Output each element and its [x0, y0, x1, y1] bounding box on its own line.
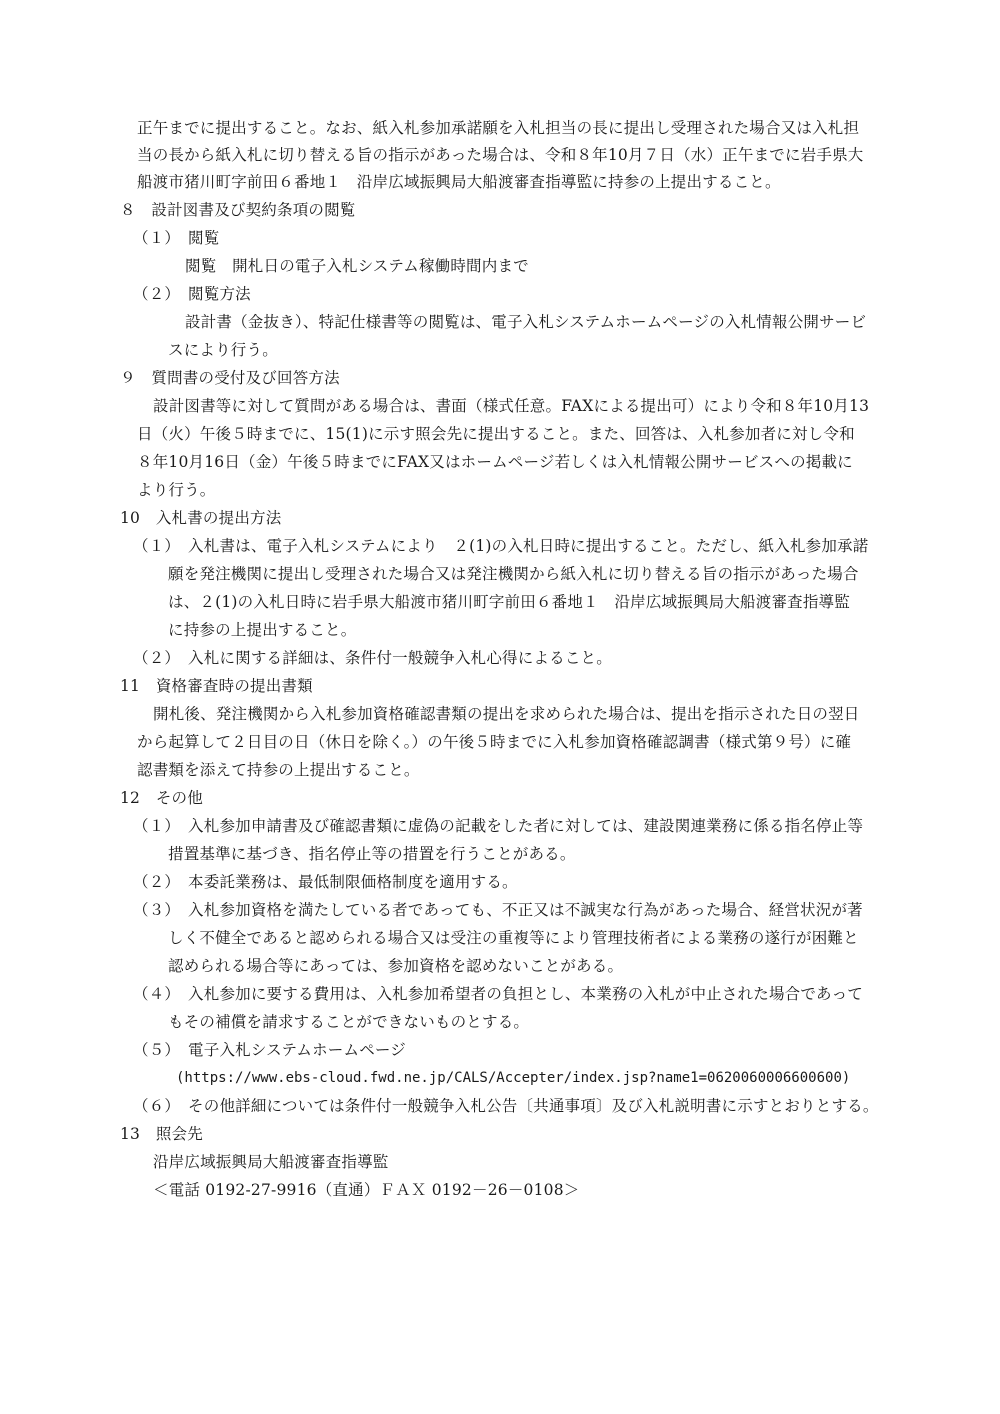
text-line: （６） その他詳細については条件付一般競争入札公告〔共通事項〕及び入札説明書に示すとおりとする。: [133, 1097, 879, 1115]
section-heading: 12 その他: [120, 789, 203, 807]
text-line: より行う。: [137, 481, 216, 499]
text-line: （４） 入札参加に要する費用は、入札参加希望者の負担とし、本業務の入札が中止された場合であって: [133, 985, 863, 1003]
text-line: は、２(1)の入札日時に岩手県大船渡市猪川町字前田６番地１ 沿岸広域振興局大船渡審査指導監: [168, 593, 850, 611]
text-line: 認められる場合等にあっては、参加資格を認めないことがある。: [168, 957, 624, 975]
text-line: 願を発注機関に提出し受理された場合又は発注機関から紙入札に切り替える旨の指示があった場合: [168, 565, 859, 583]
text-line: 措置基準に基づき、指名停止等の措置を行うことがある。: [168, 845, 576, 863]
text-line: 当の長から紙入札に切り替える旨の指示があった場合は、令和８年10月７日（水）正午までに岩手県大: [137, 146, 864, 164]
text-line: （１） 入札参加申請書及び確認書類に虚偽の記載をした者に対しては、建設関連業務に係る指名停止等: [133, 817, 864, 835]
text-line: （１） 入札書は、電子入札システムにより ２(1)の入札日時に提出すること。ただし、紙入札参加承諾: [133, 537, 869, 555]
text-line: 閲覧 開札日の電子入札システム稼働時間内まで: [185, 257, 529, 275]
text-line: 日（火）午後５時までに、15(1)に示す照会先に提出すること。また、回答は、入札参加者に対し令和: [137, 425, 855, 443]
text-line: から起算して２日目の日（休日を除く。）の午後５時までに入札参加資格確認調書（様式第９号）に確: [137, 733, 852, 751]
text-line: 設計書（金抜き）、特記仕様書等の閲覧は、電子入札システムホームページの入札情報公開サービ: [185, 313, 867, 331]
section-heading: ８ 設計図書及び契約条項の閲覧: [120, 201, 356, 219]
text-line: 船渡市猪川町字前田６番地１ 沿岸広域振興局大船渡審査指導監に持参の上提出すること。: [137, 173, 781, 191]
contact-office: 沿岸広域振興局大船渡審査指導監: [153, 1153, 389, 1171]
system-url-link[interactable]: (https://www.ebs-cloud.fwd.ne.jp/CALS/Accepter/index.jsp?name1=0620060006600600): [176, 1070, 851, 1086]
text-line: （２） 入札に関する詳細は、条件付一般競争入札心得によること。: [133, 649, 612, 667]
section-heading: 11 資格審査時の提出書類: [120, 677, 313, 695]
subsection-heading: （２） 閲覧方法: [133, 285, 251, 303]
contact-phone-fax: ＜電話 0192-27-9916（直通）ＦＡＸ 0192－26－0108＞: [153, 1181, 580, 1199]
text-line: （３） 入札参加資格を満たしている者であっても、不正又は不誠実な行為があった場合、経営状況が著: [133, 901, 863, 919]
section-heading: ９ 質問書の受付及び回答方法: [120, 369, 340, 387]
text-line: 認書類を添えて持参の上提出すること。: [137, 761, 420, 779]
text-line: 正午までに提出すること。なお、紙入札参加承諾願を入札担当の長に提出し受理された場合又は入札担: [137, 119, 860, 137]
subsection-heading: （１） 閲覧: [133, 229, 220, 247]
text-line: スにより行う。: [168, 341, 278, 359]
text-line: （２） 本委託業務は、最低制限価格制度を適用する。: [133, 873, 518, 891]
section-heading: 10 入札書の提出方法: [120, 509, 282, 527]
text-line: もその補償を請求することができないものとする。: [168, 1013, 530, 1031]
text-line: に持参の上提出すること。: [168, 621, 357, 639]
text-line: 開札後、発注機関から入札参加資格確認書類の提出を求められた場合は、提出を指示された日の翌日: [153, 705, 860, 723]
section-heading: 13 照会先: [120, 1125, 203, 1143]
text-line: ８年10月16日（金）午後５時までにFAX又はホームページ若しくは入札情報公開サービスへの掲載に: [137, 453, 853, 471]
text-line: （５） 電子入札システムホームページ: [133, 1041, 406, 1059]
text-line: しく不健全であると認められる場合又は受注の重複等により管理技術者による業務の遂行が困難と: [168, 929, 859, 947]
text-line: 設計図書等に対して質問がある場合は、書面（様式任意。FAXによる提出可）により令和８年10月13: [153, 397, 870, 415]
